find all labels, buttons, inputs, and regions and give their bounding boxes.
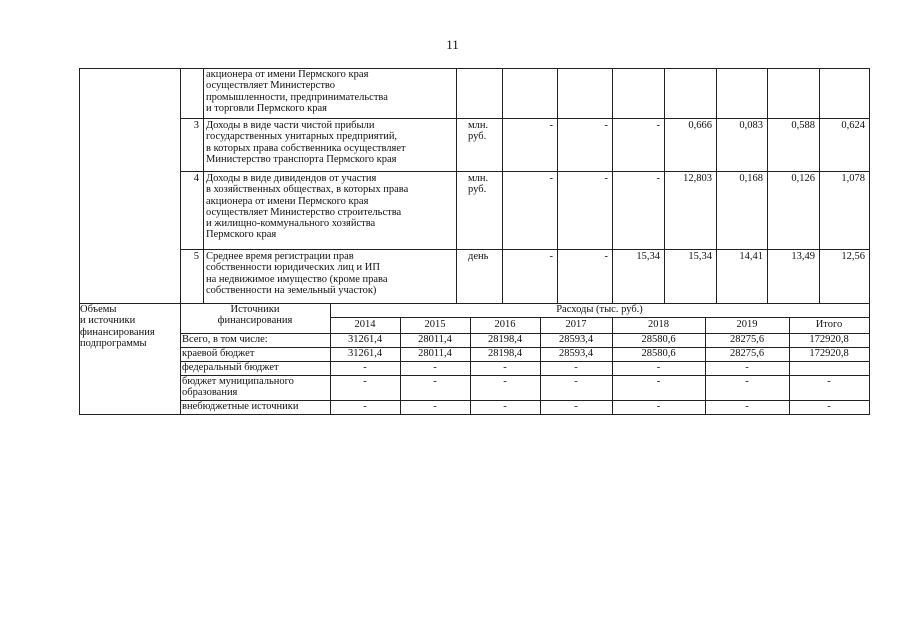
cell-line: 0,168 <box>739 173 763 184</box>
table-rule <box>180 68 181 415</box>
cell-line: собственности на земельный участок) <box>206 284 377 296</box>
cell-line: 28580,6 <box>641 348 676 359</box>
financing-value <box>707 348 787 359</box>
financing-value <box>472 376 538 387</box>
cell-line: Объемы <box>80 304 117 315</box>
unit-of-measure <box>468 120 502 143</box>
financing-value <box>542 334 610 345</box>
financing-value <box>402 362 468 373</box>
financing-value <box>707 362 787 373</box>
table-rule <box>502 68 503 304</box>
financing-value <box>472 401 538 412</box>
cell-line: 2017 <box>565 319 587 330</box>
cell-line: 14,41 <box>739 251 763 262</box>
table-rule <box>203 68 204 304</box>
table-rule <box>789 317 790 415</box>
year-header <box>472 319 538 330</box>
financing-value <box>472 362 538 373</box>
indicator-value <box>769 251 815 262</box>
financing-value <box>614 362 703 373</box>
cell-line: осуществляет Министерство строительства <box>206 206 402 218</box>
sources-header <box>182 304 328 327</box>
indicator-value <box>821 173 865 184</box>
cell-line: акционера от имени Пермского края <box>206 69 369 80</box>
cell-line: Расходы (тыс. руб.) <box>556 304 643 315</box>
financing-value <box>791 348 867 359</box>
cell-line: - <box>549 120 553 131</box>
financing-value <box>542 362 610 373</box>
cell-line: 28011,4 <box>418 334 452 345</box>
financing-value <box>542 401 610 412</box>
cell-line: 0,666 <box>688 120 712 131</box>
cell-line: в хозяйственных обществах, в которых права <box>206 184 409 196</box>
table-top-border <box>79 68 870 69</box>
cell-line: - <box>503 376 507 387</box>
cell-line: государственных унитарных предприятий, <box>206 131 398 143</box>
cell-line: Пермского края <box>206 229 277 241</box>
cell-line: 0,624 <box>841 120 865 131</box>
cell-line: - <box>503 362 507 373</box>
year-header <box>614 319 703 330</box>
cell-line: - <box>656 120 660 131</box>
cell-line: Доходы в виде дивидендов от участия <box>206 173 377 184</box>
cell-line: - <box>433 362 437 373</box>
cell-line: - <box>433 376 437 387</box>
cell-line: подпрограммы <box>80 337 147 349</box>
financing-value <box>402 348 468 359</box>
unit-of-measure <box>468 251 502 262</box>
table-rule <box>869 68 870 304</box>
cell-line: - <box>656 173 660 184</box>
indicator-name <box>206 120 454 165</box>
indicator-value <box>821 251 865 262</box>
cell-line: - <box>604 173 608 184</box>
cell-line: - <box>745 362 749 373</box>
year-header <box>791 319 867 330</box>
cell-line: Итого <box>815 319 843 330</box>
cell-line: 12,56 <box>841 251 865 262</box>
financing-source <box>182 334 328 345</box>
cell-line: 28593,4 <box>558 334 594 345</box>
indicator-value <box>769 120 815 131</box>
financing-value <box>542 348 610 359</box>
cell-line: млн. <box>468 120 489 131</box>
table-bottom-border <box>79 414 870 415</box>
cell-line: 28275,6 <box>729 334 765 345</box>
table-rule <box>819 68 820 304</box>
financing-value <box>332 362 398 373</box>
cell-line: 31261,4 <box>347 334 383 345</box>
cell-line: 13,49 <box>791 251 815 262</box>
financing-value <box>614 348 703 359</box>
cell-line: млн. <box>468 173 489 184</box>
cell-line: собственности юридических лиц и ИП <box>206 262 380 274</box>
cell-line: внебюджетные источники <box>182 401 299 412</box>
cell-line: 15,34 <box>688 251 712 262</box>
indicator-value <box>718 251 763 262</box>
cell-line: - <box>574 362 578 373</box>
cell-line: 172920,8 <box>809 334 849 345</box>
cell-line: 2015 <box>424 319 446 330</box>
cell-line: - <box>604 120 608 131</box>
cell-line: руб. <box>468 184 487 196</box>
financing-value <box>332 376 398 387</box>
indicator-value <box>821 120 865 131</box>
table-right-border <box>869 303 870 415</box>
cell-line: - <box>363 376 367 387</box>
cell-line: промышленности, предпринимательства <box>206 91 388 103</box>
table-rule <box>612 317 613 415</box>
indicator-value <box>614 251 660 262</box>
cell-line: день <box>468 251 489 262</box>
cell-line: акционера от имени Пермского края <box>206 195 369 207</box>
financing-value <box>791 401 867 412</box>
cell-line: - <box>503 401 507 412</box>
indicator-value <box>614 173 660 184</box>
cell-line: 2016 <box>494 319 516 330</box>
cell-line: образования <box>182 387 238 399</box>
cell-line: 28593,4 <box>558 348 594 359</box>
financing-value <box>332 334 398 345</box>
financing-source <box>182 376 328 399</box>
table-rule <box>557 68 558 304</box>
financing-value <box>614 401 703 412</box>
financing-value <box>402 376 468 387</box>
cell-line: - <box>827 376 831 387</box>
indicator-value <box>504 120 553 131</box>
cell-line: 2019 <box>736 319 758 330</box>
financing-value <box>791 376 867 387</box>
indicator-value <box>718 120 763 131</box>
financing-source <box>182 401 328 412</box>
cell-line: - <box>574 401 578 412</box>
cell-line: 5 <box>193 251 199 262</box>
cell-line: 2018 <box>648 319 669 330</box>
financing-value <box>614 376 703 387</box>
cell-line: Министерство транспорта Пермского края <box>206 153 397 165</box>
cell-line: - <box>549 173 553 184</box>
cell-line: - <box>745 376 749 387</box>
cell-line: руб. <box>468 131 487 143</box>
financing-value <box>707 334 787 345</box>
year-header <box>707 319 787 330</box>
cell-line: в которых права собственника осуществляет <box>206 142 406 154</box>
cell-line: 28580,6 <box>641 334 676 345</box>
cell-line: - <box>604 251 608 262</box>
financing-value <box>707 376 787 387</box>
cell-line: 28275,6 <box>729 348 765 359</box>
year-header <box>402 319 468 330</box>
cell-line: Источники <box>230 304 280 315</box>
cell-line: - <box>433 401 437 412</box>
table-rule <box>456 68 457 304</box>
row-number <box>180 173 199 184</box>
cell-line: федеральный бюджет <box>182 362 279 373</box>
cell-line: краевой бюджет <box>182 348 255 359</box>
financing-value <box>614 334 703 345</box>
table-rule <box>540 317 541 415</box>
financing-source <box>182 348 328 359</box>
indicator-name <box>206 69 454 114</box>
indicator-value <box>666 120 712 131</box>
table-rule <box>470 317 471 415</box>
cell-line: финансирования <box>80 326 155 338</box>
cell-line: 0,588 <box>791 120 815 131</box>
cell-line: бюджет муниципального <box>182 376 294 387</box>
cell-line: 4 <box>193 173 199 184</box>
financing-value <box>332 401 398 412</box>
cell-line: 3 <box>193 120 199 131</box>
year-header <box>332 319 398 330</box>
financing-value <box>791 334 867 345</box>
indicator-value <box>559 173 608 184</box>
indicator-name <box>206 251 454 296</box>
cell-line: финансирования <box>217 315 293 327</box>
financing-section-label <box>80 304 178 349</box>
cell-line: - <box>574 376 578 387</box>
table-rule <box>716 68 717 304</box>
indicator-value <box>614 120 660 131</box>
cell-line: Среднее время регистрации прав <box>206 251 354 262</box>
unit-of-measure <box>468 173 502 196</box>
cell-line: - <box>549 251 553 262</box>
cell-line: и жилищно-коммунального хозяйства <box>206 218 376 230</box>
table-rule <box>767 68 768 304</box>
cell-line: - <box>656 401 661 412</box>
cell-line: - <box>656 376 661 387</box>
indicator-value <box>504 173 553 184</box>
table-rule <box>400 317 401 415</box>
cell-line: 12,803 <box>683 173 712 184</box>
cell-line: 172920,8 <box>809 348 849 359</box>
cell-line: Доходы в виде части чистой прибыли <box>206 120 375 131</box>
table-rule <box>612 68 613 304</box>
table-rule <box>330 303 331 415</box>
expenses-header <box>332 304 867 315</box>
indicator-value <box>559 251 608 262</box>
year-header <box>542 319 610 330</box>
cell-line: 31261,4 <box>347 348 383 359</box>
cell-line: 0,126 <box>791 173 815 184</box>
financing-source <box>182 362 328 373</box>
cell-line: и торговли Пермского края <box>206 102 328 114</box>
cell-line: и источники <box>80 315 136 327</box>
cell-line: - <box>363 362 367 373</box>
row-number <box>180 120 199 131</box>
financing-value <box>402 401 468 412</box>
cell-line: - <box>363 401 367 412</box>
indicator-value <box>559 120 608 131</box>
cell-line: 15,34 <box>636 251 660 262</box>
cell-line: осуществляет Министерство <box>206 80 336 92</box>
indicator-name <box>206 173 454 241</box>
cell-line: 28198,4 <box>487 348 523 359</box>
cell-line: 1,078 <box>841 173 865 184</box>
cell-line: 28011,4 <box>418 348 452 359</box>
financing-value <box>472 348 538 359</box>
cell-line: - <box>745 401 749 412</box>
financing-value <box>542 376 610 387</box>
row-number <box>180 251 199 262</box>
financing-value <box>332 348 398 359</box>
indicator-value <box>718 173 763 184</box>
cell-line: 28198,4 <box>487 334 523 345</box>
cell-line: 2014 <box>354 319 376 330</box>
indicator-value <box>504 251 553 262</box>
table-rule <box>664 68 665 304</box>
table-left-border <box>79 68 80 415</box>
financing-value <box>402 334 468 345</box>
financing-value <box>472 334 538 345</box>
financing-value <box>707 401 787 412</box>
table-rule <box>705 317 706 415</box>
indicator-value <box>769 173 815 184</box>
cell-line: на недвижимое имущество (кроме права <box>206 273 388 285</box>
cell-line: - <box>827 401 831 412</box>
cell-line: - <box>656 362 661 373</box>
subprogram-passport-table <box>79 68 870 416</box>
cell-line: Всего, в том числе: <box>182 334 268 345</box>
cell-line: 0,083 <box>739 120 763 131</box>
indicator-value <box>666 173 712 184</box>
page-number: 11 <box>446 37 459 52</box>
indicator-value <box>666 251 712 262</box>
